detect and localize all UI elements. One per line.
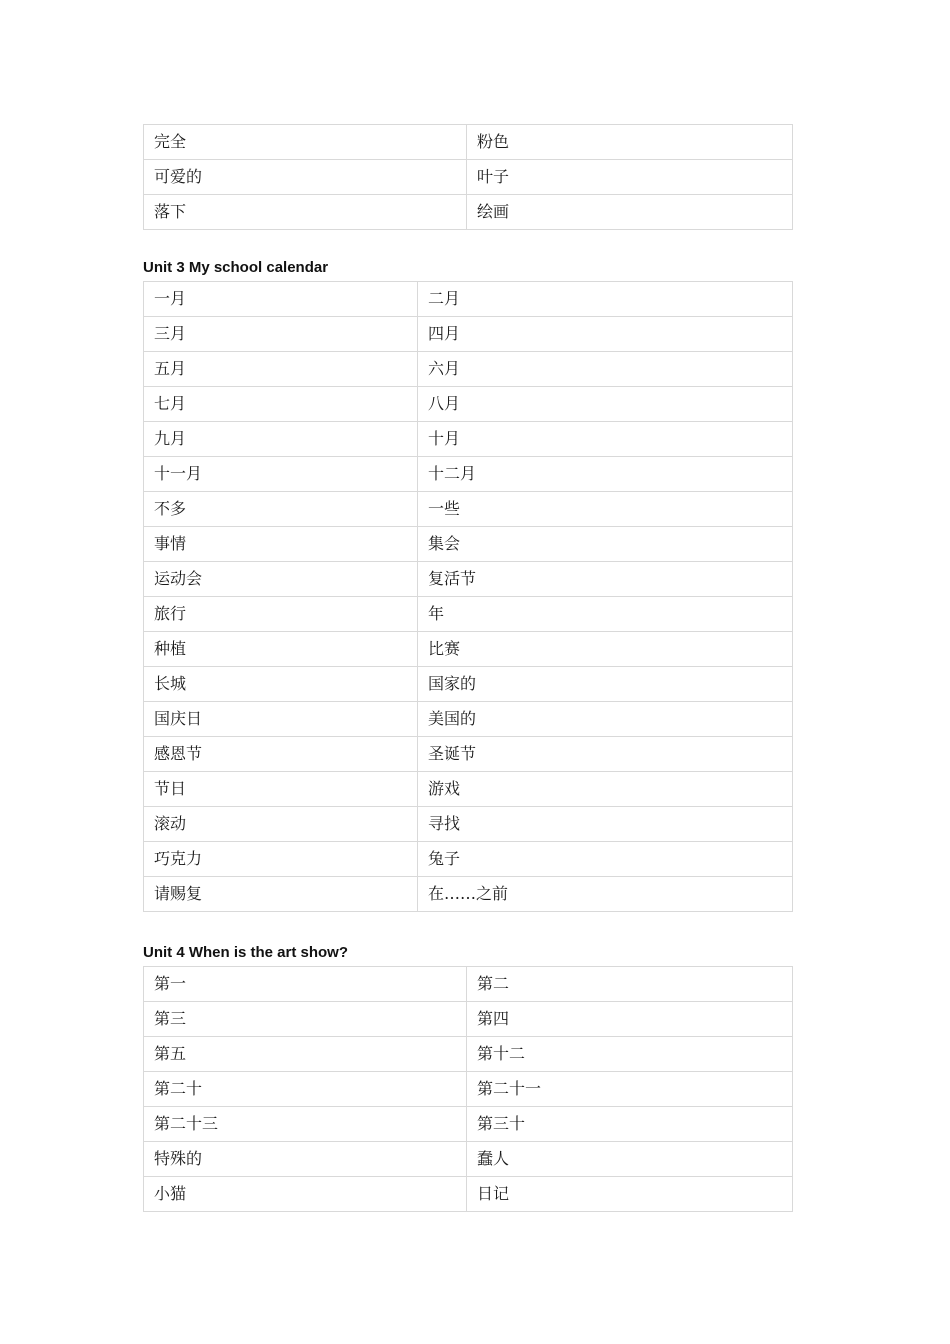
table-row <box>144 1177 793 1212</box>
table-row <box>144 160 793 195</box>
table-cell: 第十二 <box>467 1037 793 1072</box>
table-cell: 绘画 <box>467 195 793 230</box>
table-row <box>144 597 793 632</box>
table-cell: 年 <box>418 597 793 632</box>
table-cell: 第四 <box>467 1002 793 1037</box>
table-row <box>144 772 793 807</box>
table-row <box>144 125 793 160</box>
table-cell: 不多 <box>144 492 418 527</box>
table-cell: 国庆日 <box>144 702 418 737</box>
unit4-section <box>143 944 792 1212</box>
table-cell: 粉色 <box>467 125 793 160</box>
table-cell: 滚动 <box>144 807 418 842</box>
table-row <box>144 195 793 230</box>
table-cell: 旅行 <box>144 597 418 632</box>
table-cell: 种植 <box>144 632 418 667</box>
table-cell: 兔子 <box>418 842 793 877</box>
table-row <box>144 1107 793 1142</box>
table-row <box>144 632 793 667</box>
table-cell: 集会 <box>418 527 793 562</box>
table-cell: 比赛 <box>418 632 793 667</box>
table-cell: 九月 <box>144 422 418 457</box>
table-cell: 事情 <box>144 527 418 562</box>
table-cell: 第二十 <box>144 1072 467 1107</box>
table-row <box>144 967 793 1002</box>
table-cell: 美国的 <box>418 702 793 737</box>
table-cell: 十月 <box>418 422 793 457</box>
table-cell: 四月 <box>418 317 793 352</box>
table-row <box>144 422 793 457</box>
table-cell: 第五 <box>144 1037 467 1072</box>
table-cell: 寻找 <box>418 807 793 842</box>
table-row <box>144 492 793 527</box>
table-cell: 三月 <box>144 317 418 352</box>
table-cell: 第三 <box>144 1002 467 1037</box>
table-row <box>144 807 793 842</box>
table-row <box>144 282 793 317</box>
unit3-heading: Unit 3 My school calendar <box>143 259 329 276</box>
table-row <box>144 387 793 422</box>
table-cell: 第三十 <box>467 1107 793 1142</box>
unit3-vocab-table <box>143 281 793 912</box>
table-cell: 长城 <box>144 667 418 702</box>
table-cell: 七月 <box>144 387 418 422</box>
table-cell: 感恩节 <box>144 737 418 772</box>
table-cell: 运动会 <box>144 562 418 597</box>
table-cell: 一些 <box>418 492 793 527</box>
unit4-heading: Unit 4 When is the art show? <box>143 944 349 961</box>
table-cell: 巧克力 <box>144 842 418 877</box>
table-cell: 八月 <box>418 387 793 422</box>
table-cell: 叶子 <box>467 160 793 195</box>
table-cell: 十一月 <box>144 457 418 492</box>
table-row <box>144 737 793 772</box>
table-row <box>144 527 793 562</box>
table-cell: 第二十三 <box>144 1107 467 1142</box>
table-cell: 圣诞节 <box>418 737 793 772</box>
vocab-table-continued <box>143 124 793 230</box>
table-cell: 特殊的 <box>144 1142 467 1177</box>
table-cell: 请赐复 <box>144 877 418 912</box>
table-cell: 日记 <box>467 1177 793 1212</box>
table-cell: 十二月 <box>418 457 793 492</box>
unit4-vocab-table <box>143 966 793 1212</box>
table-cell: 可爱的 <box>144 160 467 195</box>
vocab-section-continued <box>143 124 792 230</box>
unit3-section <box>143 259 792 912</box>
table-row <box>144 702 793 737</box>
table-row <box>144 842 793 877</box>
table-row <box>144 1037 793 1072</box>
table-cell: 游戏 <box>418 772 793 807</box>
table-row <box>144 1142 793 1177</box>
table-cell: 蠢人 <box>467 1142 793 1177</box>
table-cell: 复活节 <box>418 562 793 597</box>
table-row <box>144 877 793 912</box>
table-cell: 六月 <box>418 352 793 387</box>
table-row <box>144 457 793 492</box>
table-row <box>144 562 793 597</box>
table-cell: 一月 <box>144 282 418 317</box>
table-cell: 完全 <box>144 125 467 160</box>
table-row <box>144 352 793 387</box>
table-cell: 小猫 <box>144 1177 467 1212</box>
table-cell: 国家的 <box>418 667 793 702</box>
table-cell: 第一 <box>144 967 467 1002</box>
table-row <box>144 667 793 702</box>
table-row <box>144 317 793 352</box>
table-cell: 二月 <box>418 282 793 317</box>
table-cell: 落下 <box>144 195 467 230</box>
table-cell: 第二 <box>467 967 793 1002</box>
table-row <box>144 1002 793 1037</box>
table-cell: 在……之前 <box>418 877 793 912</box>
table-cell: 第二十一 <box>467 1072 793 1107</box>
table-cell: 节日 <box>144 772 418 807</box>
table-cell: 五月 <box>144 352 418 387</box>
table-row <box>144 1072 793 1107</box>
